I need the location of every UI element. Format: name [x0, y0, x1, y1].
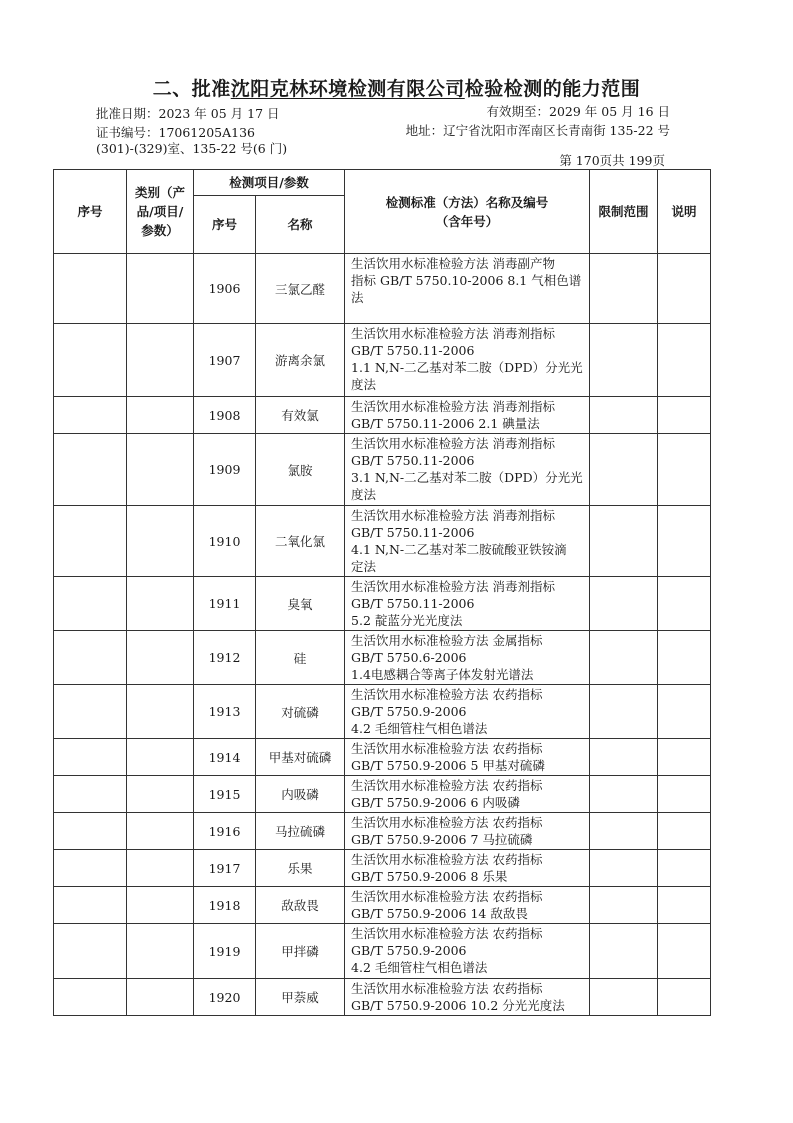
- row-serial: 1907: [194, 324, 256, 397]
- table-row: [54, 254, 711, 324]
- row-standard: 生活饮用水标准检验方法 消毒剂指标 GB/T 5750.11-2006 4.1 N,N-二乙基对苯二胺硫酸亚铁铵滴 定法: [345, 506, 590, 577]
- table-row: [54, 850, 711, 887]
- row-serial: 1906: [194, 254, 256, 324]
- row-serial: 1912: [194, 631, 256, 685]
- row-name: 乐果: [256, 850, 345, 887]
- address-line1: 地址：辽宁省沈阳市浑南区长青南街 135-22 号: [405, 123, 670, 138]
- row-serial: 1918: [194, 887, 256, 924]
- row-standard: 生活饮用水标准检验方法 农药指标 GB/T 5750.9-2006 4.2 毛细管柱气相色谱法: [345, 685, 590, 739]
- row-name: 敌敌畏: [256, 887, 345, 924]
- row-name: 硅: [256, 631, 345, 685]
- row-standard: 生活饮用水标准检验方法 消毒剂指标 GB/T 5750.11-2006 2.1 碘量法: [345, 397, 590, 434]
- page-title: [0, 74, 793, 101]
- row-serial: 1908: [194, 397, 256, 434]
- row-serial: 1911: [194, 577, 256, 631]
- capability-table: [53, 169, 711, 1016]
- row-name: 氯胺: [256, 434, 345, 506]
- table-row: [54, 979, 711, 1016]
- row-serial: 1914: [194, 739, 256, 776]
- row-serial: 1909: [194, 434, 256, 506]
- table-row: [54, 631, 711, 685]
- row-standard: 生活饮用水标准检验方法 消毒剂指标 GB/T 5750.11-2006 3.1 N,N-二乙基对苯二胺（DPD）分光光 度法: [345, 434, 590, 506]
- row-name: 三氯乙醛: [256, 254, 345, 324]
- row-serial: 1910: [194, 506, 256, 577]
- table-row: [54, 887, 711, 924]
- header-category: 类别（产品/项目/参数）: [127, 170, 194, 254]
- table-row: [54, 924, 711, 979]
- valid-until: 有效期至：2029 年 05 月 16 日: [486, 104, 670, 119]
- row-serial: 1913: [194, 685, 256, 739]
- row-name: 对硫磷: [256, 685, 345, 739]
- row-standard: 生活饮用水标准检验方法 消毒剂指标 GB/T 5750.11-2006 5.2 靛蓝分光光度法: [345, 577, 590, 631]
- row-serial: 1919: [194, 924, 256, 979]
- row-name: 甲基对硫磷: [256, 739, 345, 776]
- row-name: 甲萘威: [256, 979, 345, 1016]
- row-name: 游离余氯: [256, 324, 345, 397]
- header-standard: 检测标准（方法）名称及编号（含年号）: [345, 170, 590, 254]
- header-item-name: 名称: [256, 196, 345, 254]
- row-standard: 生活饮用水标准检验方法 消毒副产物 指标 GB/T 5750.10-2006 8.1 气相色谱 法: [345, 254, 590, 324]
- row-serial: 1920: [194, 979, 256, 1016]
- page-number: 第 170页共 199页: [559, 153, 665, 168]
- row-standard: 生活饮用水标准检验方法 金属指标 GB/T 5750.6-2006 1.4电感耦合等离子体发射光谱法: [345, 631, 590, 685]
- address-line2: (301)-(329)室、135-22 号(6 门): [96, 141, 288, 156]
- company-name: 沈阳克林环境检测有限公司: [230, 78, 465, 100]
- table-row: [54, 776, 711, 813]
- table-row: [54, 813, 711, 850]
- row-serial: 1917: [194, 850, 256, 887]
- row-standard: 生活饮用水标准检验方法 消毒剂指标 GB/T 5750.11-2006 1.1 N,N-二乙基对苯二胺（DPD）分光光 度法: [345, 324, 590, 397]
- row-standard: 生活饮用水标准检验方法 农药指标 GB/T 5750.9-2006 10.2 分光光度法: [345, 979, 590, 1016]
- table-row: [54, 685, 711, 739]
- row-standard: 生活饮用水标准检验方法 农药指标 GB/T 5750.9-2006 7 马拉硫磷: [345, 813, 590, 850]
- row-standard: 生活饮用水标准检验方法 农药指标 GB/T 5750.9-2006 5 甲基对硫磷: [345, 739, 590, 776]
- row-name: 有效氯: [256, 397, 345, 434]
- table-row: [54, 324, 711, 397]
- table-row: [54, 506, 711, 577]
- row-serial: 1915: [194, 776, 256, 813]
- row-name: 二氧化氯: [256, 506, 345, 577]
- row-name: 马拉硫磷: [256, 813, 345, 850]
- header-note: 说明: [658, 170, 711, 254]
- row-standard: 生活饮用水标准检验方法 农药指标 GB/T 5750.9-2006 8 乐果: [345, 850, 590, 887]
- row-standard: 生活饮用水标准检验方法 农药指标 GB/T 5750.9-2006 4.2 毛细管柱气相色谱法: [345, 924, 590, 979]
- table-row: [54, 577, 711, 631]
- approval-date: 批准日期：2023 年 05 月 17 日: [96, 106, 280, 121]
- table-row: [54, 397, 711, 434]
- row-serial: 1916: [194, 813, 256, 850]
- header-item-serial: 序号: [194, 196, 256, 254]
- header-serial: 序号: [54, 170, 127, 254]
- row-name: 甲拌磷: [256, 924, 345, 979]
- certificate-number: 证书编号：17061205A136: [96, 125, 256, 140]
- header-test-item-group: 检测项目/参数: [194, 170, 345, 196]
- title-suffix: 检验检测的能力范围: [464, 78, 641, 100]
- header-limit: 限制范围: [590, 170, 658, 254]
- row-name: 臭氧: [256, 577, 345, 631]
- row-standard: 生活饮用水标准检验方法 农药指标 GB/T 5750.9-2006 6 内吸磷: [345, 776, 590, 813]
- title-prefix: 二、批准: [152, 78, 231, 100]
- row-name: 内吸磷: [256, 776, 345, 813]
- table-row: [54, 739, 711, 776]
- table-row: [54, 434, 711, 506]
- row-standard: 生活饮用水标准检验方法 农药指标 GB/T 5750.9-2006 14 敌敌畏: [345, 887, 590, 924]
